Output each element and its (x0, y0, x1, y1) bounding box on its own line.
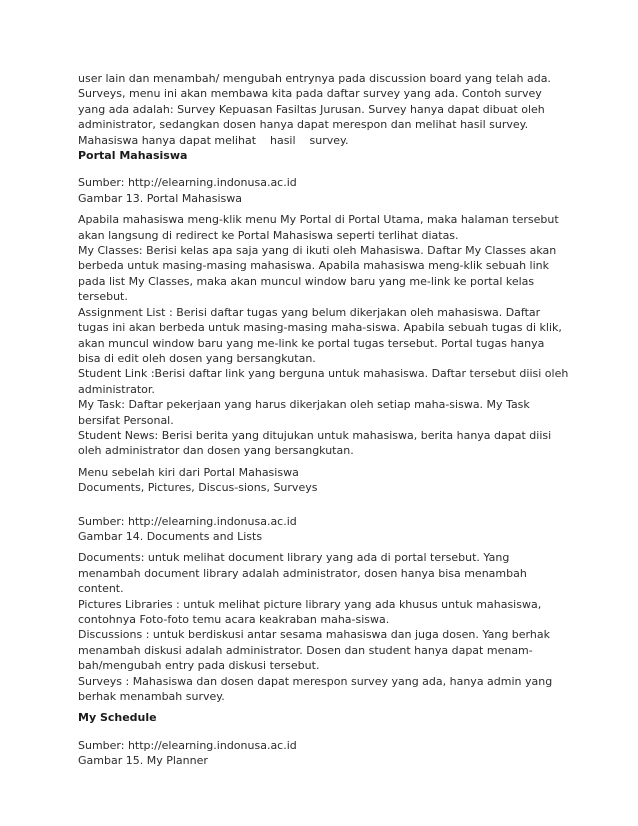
text-line: tersebut. (78, 290, 128, 304)
text-line: Surveys, menu ini akan membawa kita pada daftar survey yang ada. Contoh survey (78, 87, 542, 101)
document-page (78, 71, 570, 769)
portal-description (78, 212, 570, 459)
text-line: akan langsung di redirect ke Portal Mahasiswa seperti terlihat diatas. (78, 228, 459, 242)
documents-description (78, 550, 570, 704)
text-line: administrator. (78, 382, 155, 396)
text-line: My Task: Daftar pekerjaan yang harus dikerjakan oleh setiap maha-siswa. My Task (78, 398, 530, 412)
section-heading-portal: Portal Mahasiswa (78, 149, 188, 163)
text-line: oleh administrator dan dosen yang bersangkutan. (78, 444, 354, 458)
text-line: bah/mengubah entry pada diskusi tersebut. (78, 659, 320, 673)
text-line: berhak menambah survey. (78, 690, 225, 704)
text-line: administrator, sedangkan dosen hanya dapat merespon dan melihat hasil survey. (78, 118, 529, 132)
intro-paragraph (78, 71, 570, 148)
figure-caption: Gambar 13. Portal Mahasiswa (78, 191, 243, 205)
text-line: tugas ini akan berbeda untuk masing-masing maha-siswa. Apabila sebuah tugas di klik, (78, 321, 562, 335)
text-line: berbeda untuk masing-masing mahasiswa. Apabila mahasiswa meng-klik sebuah link (78, 259, 549, 273)
text-line: akan muncul window baru yang me-link ke portal tugas tersebut. Portal tugas hanya (78, 336, 545, 350)
figure-source: Sumber: http://elearning.indonusa.ac.id (78, 514, 297, 528)
text-line: Surveys : Mahasiswa dan dosen dapat merespon survey yang ada, hanya admin yang (78, 674, 553, 688)
menu-paragraph (78, 465, 570, 496)
text-line: yang ada adalah: Survey Kepuasan Fasiltas Jurusan. Survey hanya dapat dibuat oleh (78, 102, 545, 116)
text-line: My Classes: Berisi kelas apa saja yang di ikuti oleh Mahasiswa. Daftar My Classes akan (78, 244, 557, 258)
text-line: Menu sebelah kiri dari Portal Mahasiswa (78, 465, 299, 479)
figure-source: Sumber: http://elearning.indonusa.ac.id (78, 176, 297, 190)
text-line: Documents, Pictures, Discus-sions, Surveys (78, 481, 318, 495)
text-line: contohnya Foto-foto temu acara keakraban maha-siswa. (78, 613, 390, 626)
text-line: Mahasiswa hanya dapat melihat hasil survey. (78, 133, 349, 147)
text-line: bisa di edit oleh dosen yang bersangkutan. (78, 351, 316, 365)
text-line: bersifat Personal. (78, 413, 174, 427)
text-line: user lain dan menambah/ mengubah entrynya pada discussion board yang telah ada. (78, 72, 551, 85)
text-line: Discussions : untuk berdiskusi antar sesama mahasiswa dan juga dosen. Yang berhak (78, 628, 550, 642)
text-line: menambah document library adalah administrator, dosen hanya bisa menambah (78, 566, 527, 580)
figure-caption: Gambar 14. Documents and Lists (78, 529, 263, 543)
figure-caption: Gambar 15. My Planner (78, 754, 208, 768)
text-line: Documents: untuk melihat document library yang ada di portal tersebut. Yang (78, 551, 510, 565)
text-line: Assignment List : Berisi daftar tugas yang belum dikerjakan oleh mahasiswa. Daftar (78, 305, 541, 319)
figure-source: Sumber: http://elearning.indonusa.ac.id (78, 738, 297, 752)
section-heading-schedule: My Schedule (78, 711, 157, 725)
text-line: Student Link :Berisi daftar link yang berguna untuk mahasiswa. Daftar tersebut diisi oleh (78, 367, 569, 381)
text-line: Apabila mahasiswa meng-klik menu My Portal di Portal Utama, maka halaman tersebut (78, 213, 559, 227)
text-line: Student News: Berisi berita yang ditujukan untuk mahasiswa, berita hanya dapat diisi (78, 428, 552, 442)
text-line: pada list My Classes, maka akan muncul window baru yang me-link ke portal kelas (78, 274, 535, 288)
text-line: menambah diskusi adalah administrator. Dosen dan student hanya dapat menam- (78, 643, 533, 657)
text-line: Pictures Libraries : untuk melihat picture library yang ada khusus untuk mahasiswa, (78, 597, 542, 611)
text-line: content. (78, 582, 124, 596)
